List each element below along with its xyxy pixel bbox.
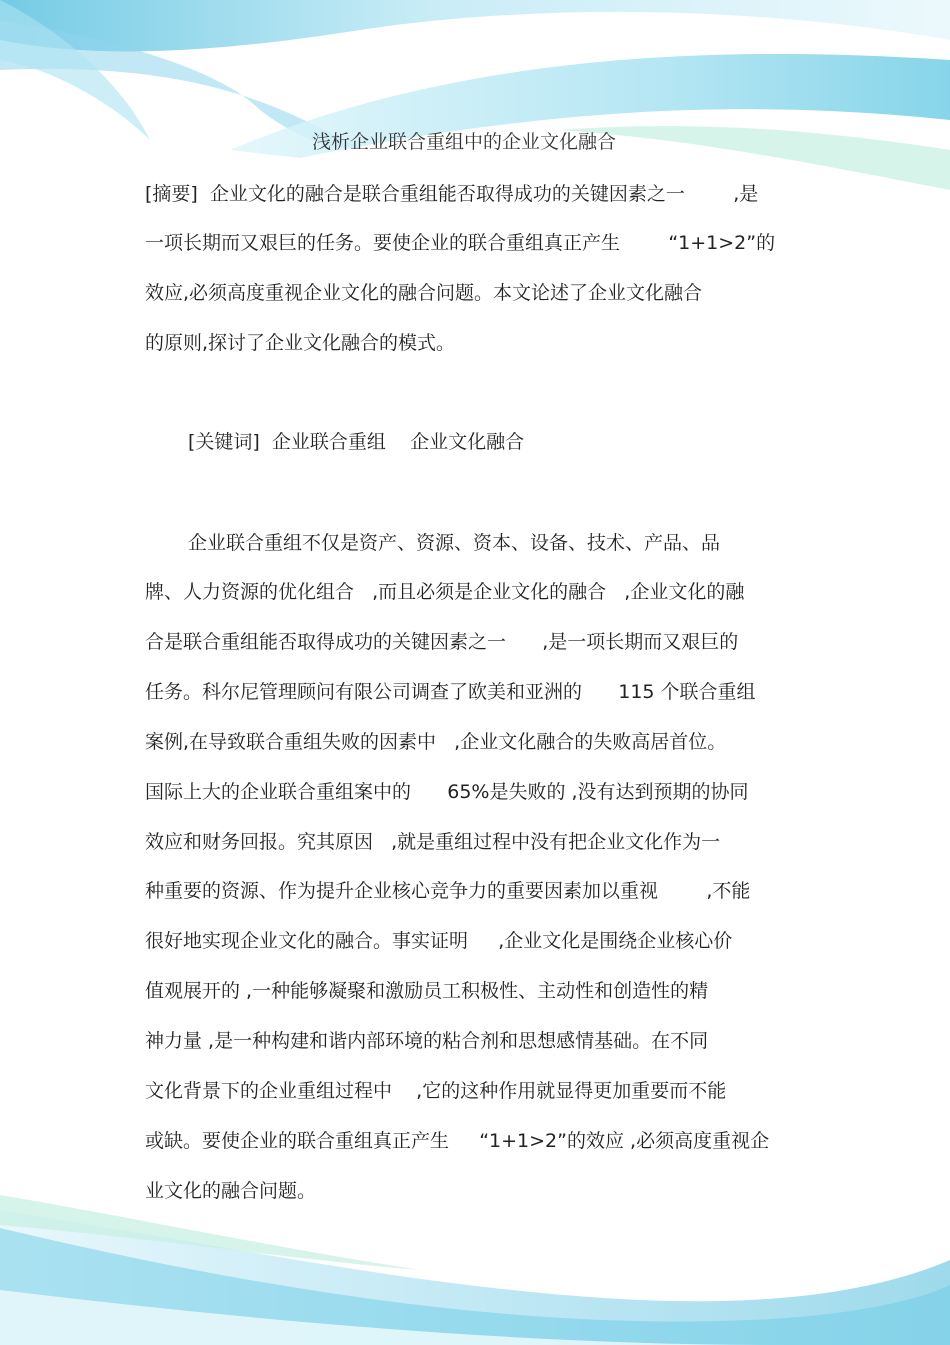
abstract-line: 效应,必须高度重视企业文化的融合问题。本文论述了企业文化融合	[145, 282, 703, 304]
keywords-line: [关键词] 企业联合重组 企业文化融合	[188, 431, 525, 453]
abstract-line: [摘要] 企业文化的融合是联合重组能否取得成功的关键因素之一 ,是	[145, 183, 759, 205]
body-line: 神力量 ,是一种构建和谐内部环境的粘合剂和思想感情基础。在不同	[145, 1030, 709, 1052]
document-title: 浅析企业联合重组中的企业文化融合	[311, 131, 616, 153]
body-line: 企业联合重组不仅是资产、资源、资本、设备、技术、产品、品	[188, 532, 721, 554]
body-line: 牌、人力资源的优化组合 ,而且必须是企业文化的融合 ,企业文化的融	[145, 581, 745, 603]
abstract-line: 一项长期而又艰巨的任务。要使企业的联合重组真正产生 “1+1>2”的	[145, 232, 776, 254]
body-line: 业文化的融合问题。	[145, 1180, 317, 1202]
body-line: 效应和财务回报。究其原因 ,就是重组过程中没有把企业文化作为一	[145, 831, 721, 853]
body-line: 或缺。要使企业的联合重组真正产生 “1+1>2”的效应 ,必须高度重视企	[145, 1130, 770, 1152]
body-line: 任务。科尔尼管理顾问有限公司调查了欧美和亚洲的 115 个联合重组	[145, 681, 756, 703]
body-line: 案例,在导致联合重组失败的因素中 ,企业文化融合的失败高居首位。	[145, 731, 727, 753]
body-line: 很好地实现企业文化的融合。事实证明 ,企业文化是围绕企业核心价	[145, 930, 733, 952]
body-line: 国际上大的企业联合重组案中的 65%是失败的 ,没有达到预期的协同	[145, 781, 749, 803]
body-line: 种重要的资源、作为提升企业核心竞争力的重要因素加以重视 ,不能	[145, 880, 751, 902]
body-line: 文化背景下的企业重组过程中 ,它的这种作用就显得更加重要而不能	[145, 1080, 727, 1102]
body-line: 值观展开的 ,一种能够凝聚和激励员工积极性、主动性和创造性的精	[145, 980, 709, 1002]
abstract-line: 的原则,探讨了企业文化融合的模式。	[145, 332, 456, 354]
body-line: 合是联合重组能否取得成功的关键因素之一 ,是一项长期而又艰巨的	[145, 631, 739, 653]
